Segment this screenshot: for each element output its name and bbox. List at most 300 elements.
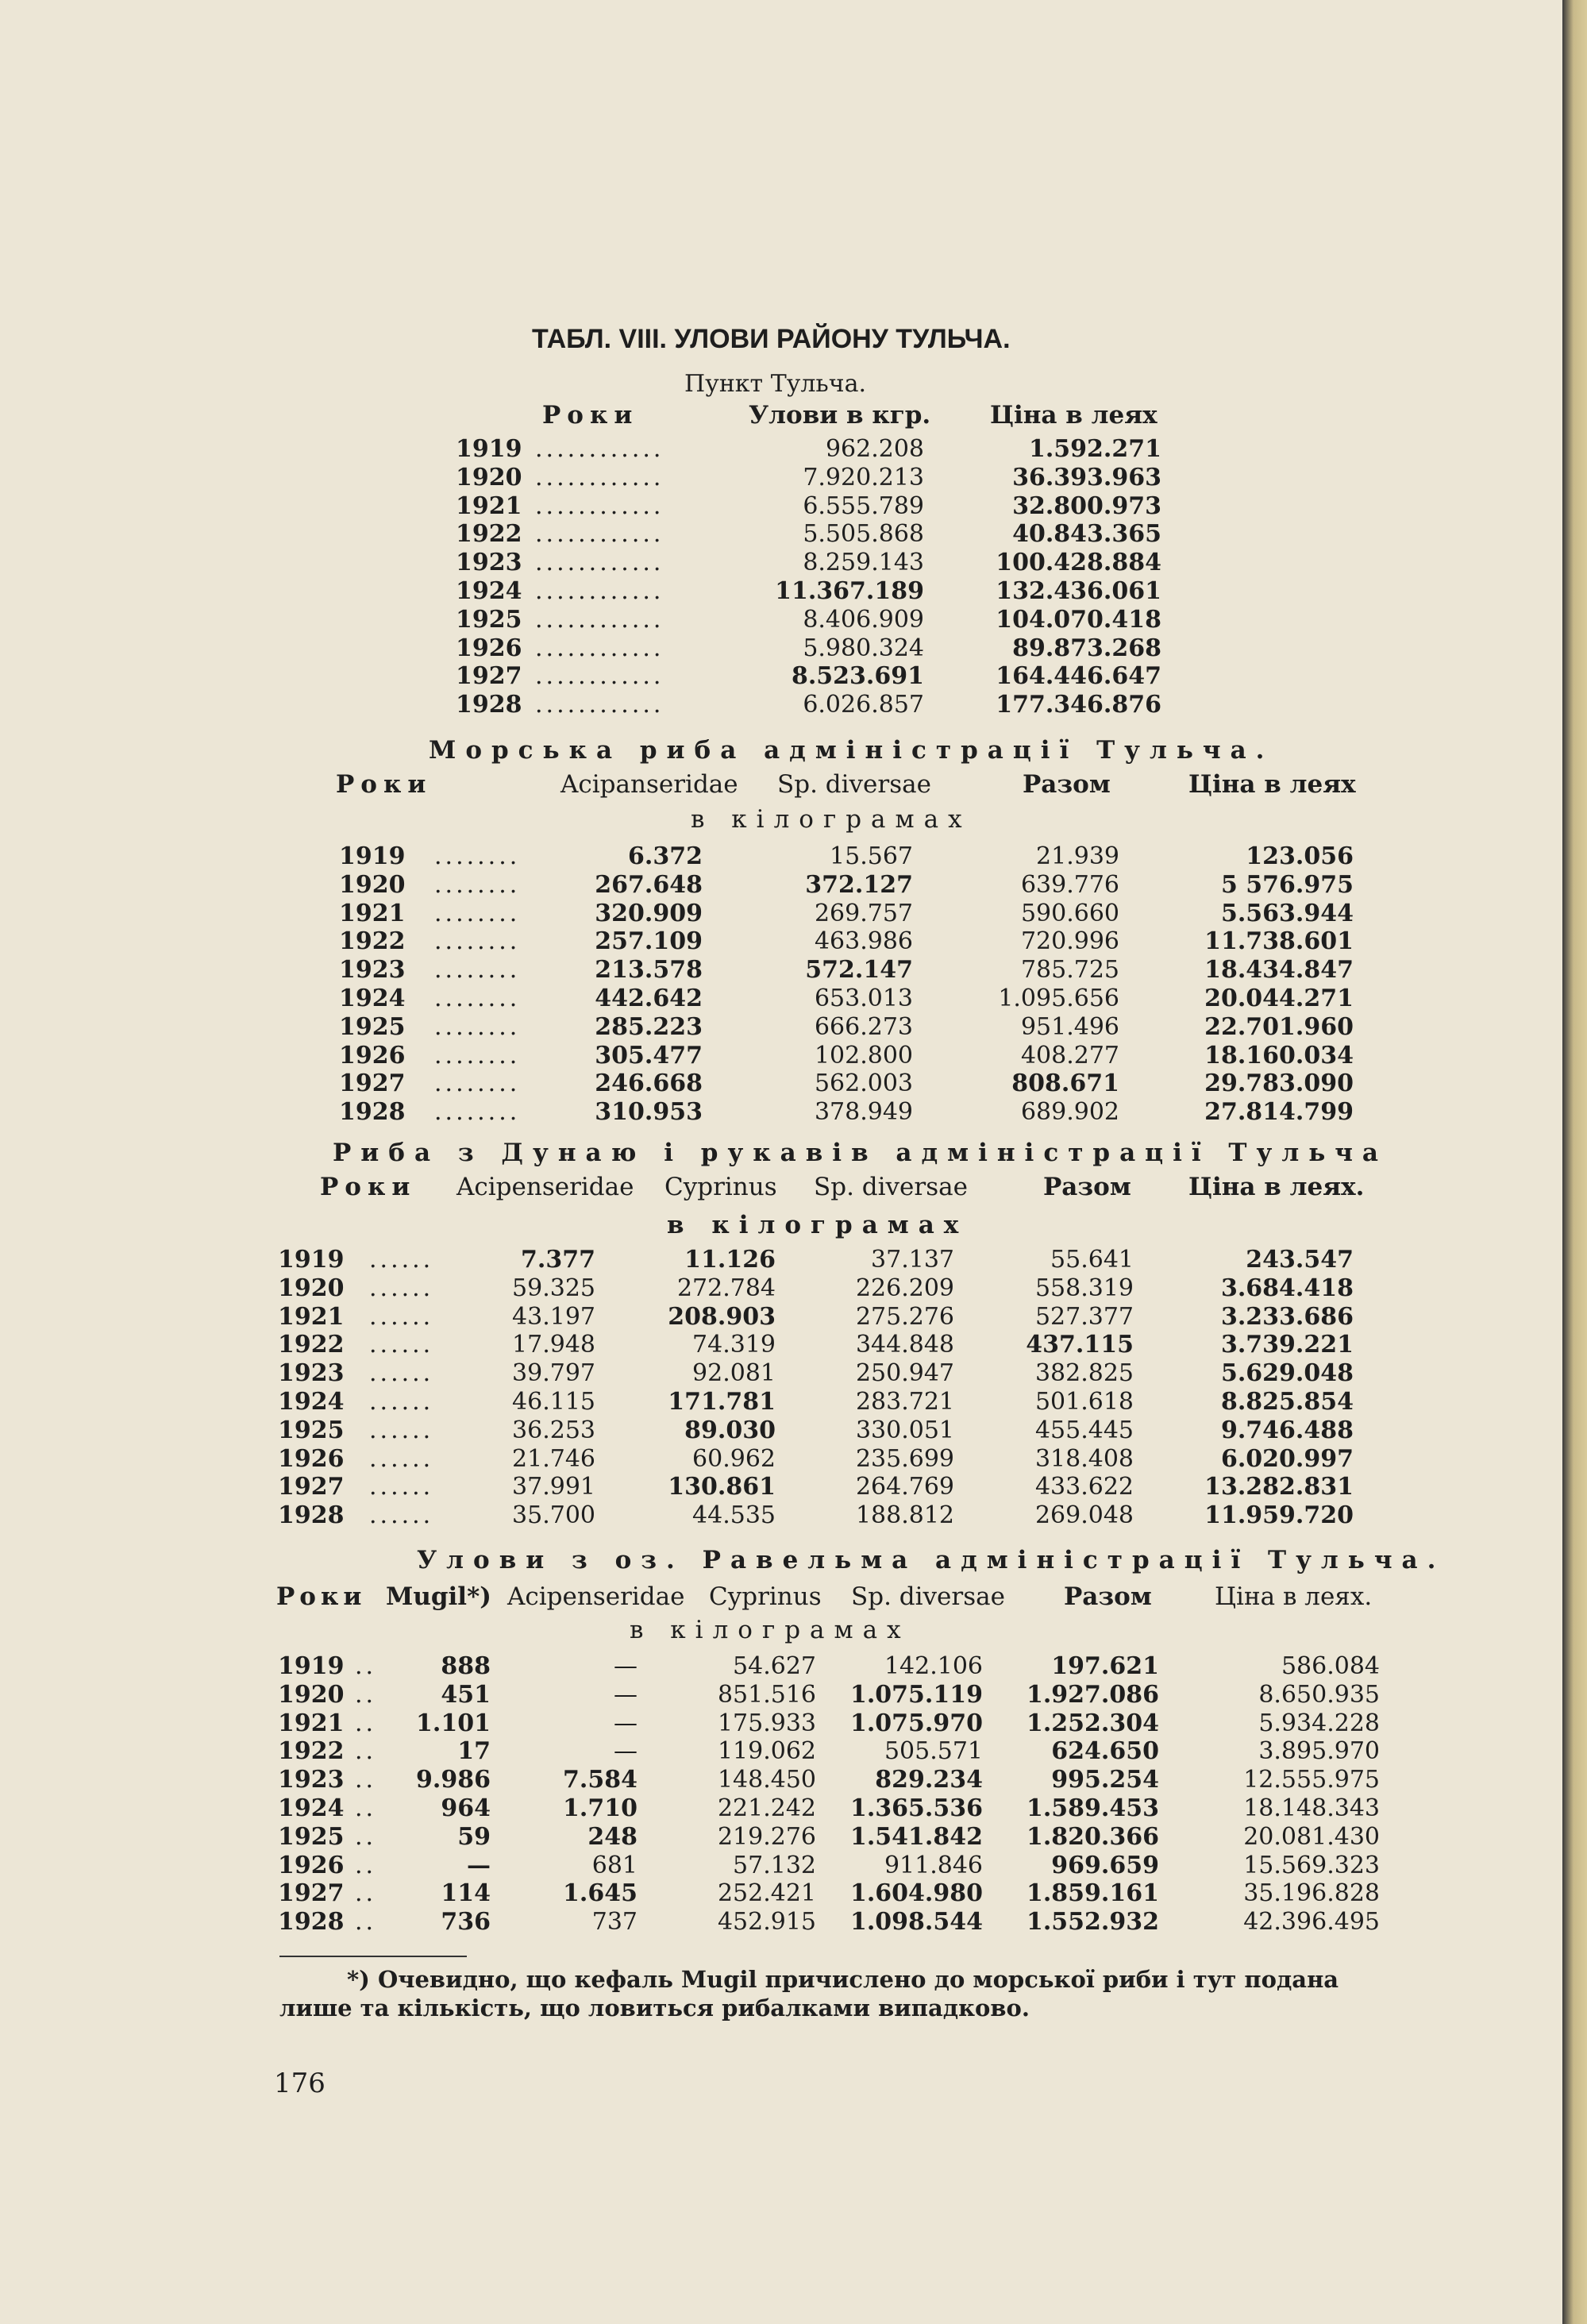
- table-row: [278, 1908, 1397, 1937]
- table3-header-total: Разом: [1043, 1173, 1131, 1201]
- table-row: [456, 634, 1397, 663]
- table2-header-years: Роки: [336, 770, 433, 799]
- table-row: [339, 900, 1397, 928]
- table2-header-price: Ціна в леях: [1188, 770, 1356, 799]
- row-cell: 42.396.495: [1243, 1908, 1380, 1937]
- row-year: 1922: [339, 927, 406, 956]
- row-cell: 57.132: [733, 1851, 816, 1879]
- row-cell: 851.516: [717, 1680, 816, 1709]
- row-leader-dots: ..: [355, 1794, 377, 1822]
- row-leader-dots: ......: [369, 1302, 434, 1331]
- row-leader-dots: ............: [535, 463, 664, 491]
- row-cell: 250.947: [855, 1359, 954, 1388]
- row-year: 1920: [278, 1680, 345, 1709]
- row-year: 1925: [278, 1416, 345, 1444]
- table-row: [456, 492, 1397, 521]
- row-cell: 89.030: [684, 1416, 776, 1444]
- table-row: [278, 1246, 1397, 1274]
- row-cell: 6.372: [628, 842, 703, 870]
- row-cell: 148.450: [717, 1766, 816, 1794]
- row-cell: 130.861: [668, 1473, 776, 1501]
- table4-header-price: Ціна в леях.: [1215, 1582, 1373, 1611]
- table4-header-cyprinus: Cyprinus: [709, 1582, 822, 1611]
- row-cell: 39.797: [512, 1359, 595, 1388]
- row-year: 1926: [278, 1851, 345, 1879]
- table-row: [278, 1709, 1397, 1738]
- row-cell: 283.721: [855, 1388, 954, 1416]
- table-row: [278, 1303, 1397, 1332]
- row-cell: 22.701.960: [1204, 1012, 1354, 1041]
- row-year: 1925: [278, 1822, 345, 1851]
- row-year: 1927: [456, 662, 522, 691]
- row-year: 1919: [278, 1246, 345, 1274]
- row-cell: 54.627: [733, 1652, 816, 1680]
- table-row: [278, 1331, 1397, 1359]
- row-cell: 5.629.048: [1220, 1359, 1354, 1388]
- row-cell: 689.902: [1020, 1098, 1119, 1127]
- table-row: [339, 956, 1397, 985]
- row-cell: 463.986: [814, 927, 913, 956]
- row-cell: 372.127: [805, 870, 913, 899]
- row-cell: 11.367.189: [775, 577, 924, 605]
- table-row: [278, 1359, 1397, 1388]
- row-year: 1928: [339, 1098, 406, 1127]
- row-cell: 320.909: [595, 899, 703, 927]
- row-cell: —: [614, 1680, 637, 1709]
- row-cell: 736: [441, 1908, 491, 1937]
- row-cell: 29.783.090: [1204, 1070, 1354, 1098]
- row-cell: 175.933: [717, 1709, 816, 1737]
- table-row: [278, 1473, 1397, 1501]
- table-row: [278, 1852, 1397, 1880]
- row-cell: 15.569.323: [1243, 1851, 1380, 1879]
- table2-header-acipanseridae: Acipanseridae: [560, 770, 738, 799]
- row-cell: 5.934.228: [1258, 1709, 1380, 1737]
- row-cell: 1.604.980: [849, 1879, 983, 1908]
- table-row: [339, 871, 1397, 900]
- row-cell: 36.253: [512, 1416, 595, 1444]
- row-year: 1927: [339, 1070, 406, 1098]
- row-year: 1920: [278, 1274, 345, 1302]
- row-cell: 40.843.365: [1012, 520, 1161, 549]
- row-cell: 737: [591, 1908, 637, 1937]
- table-title: ТАБЛ. VIII. УЛОВИ РАЙОНУ ТУЛЬЧА.: [532, 324, 1011, 354]
- row-cell: 11.959.720: [1204, 1501, 1354, 1530]
- row-cell: 43.197: [512, 1302, 595, 1331]
- row-cell: 171.781: [668, 1388, 776, 1416]
- row-cell: 219.276: [717, 1822, 816, 1851]
- row-leader-dots: ............: [535, 691, 664, 719]
- table-row: [456, 662, 1397, 691]
- row-cell: 89.873.268: [1012, 634, 1161, 662]
- table1-header-price: Ціна в леях: [990, 401, 1158, 430]
- row-cell: 6.026.857: [803, 691, 924, 719]
- row-cell: 257.109: [595, 927, 703, 956]
- row-cell: 1.859.161: [1026, 1879, 1159, 1908]
- row-year: 1926: [339, 1041, 406, 1070]
- row-year: 1925: [339, 1012, 406, 1041]
- row-cell: 74.319: [692, 1331, 776, 1359]
- row-cell: 272.784: [676, 1274, 776, 1302]
- row-cell: 344.848: [855, 1331, 954, 1359]
- row-leader-dots: ........: [434, 870, 521, 899]
- table-row: [456, 520, 1397, 549]
- row-cell: 8.259.143: [803, 549, 924, 577]
- row-cell: 269.048: [1034, 1501, 1134, 1530]
- row-cell: 18.434.847: [1204, 956, 1354, 985]
- row-cell: 785.725: [1020, 956, 1119, 985]
- row-leader-dots: ..: [355, 1737, 377, 1766]
- row-leader-dots: ..: [355, 1879, 377, 1908]
- row-leader-dots: ........: [434, 1098, 521, 1127]
- row-leader-dots: ..: [355, 1908, 377, 1937]
- row-cell: 1.098.544: [849, 1908, 983, 1937]
- table-row: [278, 1388, 1397, 1416]
- row-cell: 44.535: [692, 1501, 776, 1530]
- row-cell: 114: [441, 1879, 491, 1908]
- table-row: [339, 1042, 1397, 1070]
- table3-header-sp-diversae: Sp. diversae: [814, 1173, 968, 1201]
- table-row: [456, 606, 1397, 634]
- row-cell: 1.252.304: [1026, 1709, 1159, 1737]
- row-cell: 17.948: [512, 1331, 595, 1359]
- row-cell: 3.233.686: [1220, 1302, 1354, 1331]
- row-cell: —: [614, 1652, 637, 1680]
- row-cell: 8.406.909: [803, 605, 924, 634]
- row-cell: 558.319: [1034, 1274, 1134, 1302]
- row-cell: 35.196.828: [1243, 1879, 1380, 1908]
- row-cell: 720.996: [1020, 927, 1119, 956]
- row-cell: 501.618: [1034, 1388, 1134, 1416]
- row-cell: 1.710: [563, 1794, 637, 1822]
- page-number: 176: [274, 2068, 325, 2099]
- page-edge-shadow: [1562, 0, 1587, 2324]
- row-cell: 951.496: [1020, 1012, 1119, 1041]
- table-row: [278, 1416, 1397, 1445]
- row-cell: 275.276: [855, 1302, 954, 1331]
- row-cell: 1.589.453: [1026, 1794, 1159, 1822]
- row-year: 1927: [278, 1473, 345, 1501]
- row-cell: 318.408: [1034, 1444, 1134, 1473]
- table-row: [339, 1098, 1397, 1127]
- table3-header-acipenseridae: Acipenseridae: [456, 1173, 634, 1201]
- row-cell: 285.223: [595, 1012, 703, 1041]
- row-leader-dots: ......: [369, 1359, 434, 1388]
- row-cell: 246.668: [595, 1070, 703, 1098]
- row-cell: 911.846: [884, 1851, 983, 1879]
- row-year: 1921: [456, 491, 522, 520]
- row-cell: 505.571: [884, 1737, 983, 1766]
- row-cell: 32.800.973: [1012, 491, 1161, 520]
- row-cell: 6.020.997: [1220, 1444, 1354, 1473]
- row-cell: 452.915: [717, 1908, 816, 1937]
- row-cell: 1.365.536: [849, 1794, 983, 1822]
- row-cell: 455.445: [1034, 1416, 1134, 1444]
- table4-header-mugil: Mugil*): [386, 1582, 491, 1611]
- table-row: [339, 985, 1397, 1013]
- row-cell: 11.126: [684, 1246, 776, 1274]
- row-year: 1926: [278, 1444, 345, 1473]
- row-leader-dots: ......: [369, 1444, 434, 1473]
- row-cell: 21.939: [1036, 842, 1119, 870]
- row-year: 1926: [456, 634, 522, 662]
- row-cell: 3.739.221: [1220, 1331, 1354, 1359]
- table2-unit: в кілограмах: [691, 805, 972, 834]
- row-cell: 252.421: [717, 1879, 816, 1908]
- row-cell: 102.800: [814, 1041, 913, 1070]
- row-cell: 35.700: [512, 1501, 595, 1530]
- row-year: 1923: [456, 549, 522, 577]
- row-cell: 37.991: [512, 1473, 595, 1501]
- row-year: 1924: [278, 1794, 345, 1822]
- row-year: 1927: [278, 1879, 345, 1908]
- row-year: 1919: [278, 1652, 345, 1680]
- table3-header-price: Ціна в леях.: [1188, 1173, 1365, 1201]
- table2-subtitle: Морська риба адміністрації Тульча.: [429, 736, 1274, 765]
- row-cell: 653.013: [814, 985, 913, 1012]
- row-cell: 562.003: [814, 1070, 913, 1098]
- row-leader-dots: ......: [369, 1473, 434, 1501]
- row-year: 1928: [456, 691, 522, 719]
- row-leader-dots: ......: [369, 1388, 434, 1416]
- row-cell: 5.505.868: [803, 520, 924, 549]
- table-row: [278, 1737, 1397, 1766]
- row-cell: 243.547: [1246, 1246, 1354, 1274]
- row-year: 1921: [278, 1709, 345, 1737]
- row-cell: 226.209: [855, 1274, 954, 1302]
- row-cell: 92.081: [692, 1359, 776, 1388]
- row-cell: 213.578: [595, 956, 703, 985]
- row-cell: 59: [457, 1822, 491, 1851]
- row-leader-dots: ............: [535, 549, 664, 577]
- row-cell: 1.541.842: [849, 1822, 983, 1851]
- row-leader-dots: ........: [434, 1070, 521, 1098]
- row-cell: 20.081.430: [1243, 1822, 1380, 1851]
- row-cell: 681: [591, 1851, 637, 1879]
- row-leader-dots: ........: [434, 985, 521, 1012]
- table-row: [278, 1501, 1397, 1530]
- row-cell: 962.208: [825, 435, 924, 463]
- row-cell: 3.684.418: [1220, 1274, 1354, 1302]
- row-cell: 408.277: [1020, 1041, 1119, 1070]
- row-cell: 5 576.975: [1220, 870, 1354, 899]
- row-leader-dots: ........: [434, 842, 521, 870]
- row-cell: 1.645: [563, 1879, 637, 1908]
- row-cell: 9.746.488: [1220, 1416, 1354, 1444]
- row-cell: 527.377: [1034, 1302, 1134, 1331]
- table3-header-cyprinus: Cyprinus: [664, 1173, 777, 1201]
- row-cell: 177.346.876: [996, 691, 1161, 719]
- row-cell: 5.980.324: [803, 634, 924, 662]
- row-cell: 13.282.831: [1204, 1473, 1354, 1501]
- row-leader-dots: ..: [355, 1851, 377, 1879]
- row-cell: 267.648: [595, 870, 703, 899]
- row-year: 1920: [339, 870, 406, 899]
- row-cell: 808.671: [1011, 1070, 1119, 1098]
- row-cell: 1.075.119: [849, 1680, 983, 1709]
- row-cell: 330.051: [855, 1416, 954, 1444]
- table4-header-acipenseridae: Acipenseridae: [507, 1582, 685, 1611]
- row-cell: 1.095.656: [998, 985, 1119, 1012]
- row-cell: 12.555.975: [1243, 1766, 1380, 1794]
- row-cell: —: [614, 1709, 637, 1737]
- row-cell: 6.555.789: [803, 491, 924, 520]
- table1-header-years: Роки: [542, 401, 639, 430]
- row-cell: 164.446.647: [996, 662, 1161, 691]
- row-cell: 7.920.213: [803, 463, 924, 491]
- row-cell: 264.769: [855, 1473, 954, 1501]
- row-leader-dots: ..: [355, 1709, 377, 1737]
- row-cell: 590.660: [1020, 899, 1119, 927]
- row-cell: 248: [587, 1822, 637, 1851]
- row-cell: 197.621: [1051, 1652, 1159, 1680]
- footnote: *) Очевидно, що кефаль Mugil причислено до морської риби і тут подана лише та кількість, що ловиться рибалками випадково.: [279, 1966, 1339, 2021]
- row-cell: 8.650.935: [1258, 1680, 1380, 1709]
- table-row: [278, 1879, 1397, 1908]
- row-cell: 8.825.854: [1220, 1388, 1354, 1416]
- row-cell: 829.234: [875, 1766, 983, 1794]
- row-leader-dots: ..: [355, 1652, 377, 1680]
- row-cell: 269.757: [814, 899, 913, 927]
- table-row: [339, 842, 1397, 871]
- row-cell: 18.160.034: [1204, 1041, 1354, 1070]
- row-cell: 17: [457, 1737, 491, 1766]
- row-cell: 305.477: [595, 1041, 703, 1070]
- row-leader-dots: ............: [535, 662, 664, 691]
- row-year: 1925: [456, 605, 522, 634]
- row-year: 1924: [456, 577, 522, 605]
- row-cell: 433.622: [1034, 1473, 1134, 1501]
- row-leader-dots: ............: [535, 634, 664, 662]
- row-leader-dots: ..: [355, 1822, 377, 1851]
- row-year: 1922: [278, 1737, 345, 1766]
- row-year: 1920: [456, 463, 522, 491]
- row-leader-dots: ......: [369, 1331, 434, 1359]
- row-cell: 208.903: [668, 1302, 776, 1331]
- table-row: [456, 691, 1397, 719]
- row-cell: 7.584: [563, 1766, 637, 1794]
- table-row: [456, 435, 1397, 464]
- row-year: 1922: [278, 1331, 345, 1359]
- table-row: [456, 549, 1397, 577]
- row-cell: 15.567: [830, 842, 913, 870]
- row-cell: 37.137: [871, 1246, 954, 1274]
- row-year: 1921: [278, 1302, 345, 1331]
- row-year: 1924: [339, 985, 406, 1012]
- row-year: 1919: [456, 435, 522, 463]
- row-cell: 235.699: [855, 1444, 954, 1473]
- row-year: 1928: [278, 1501, 345, 1530]
- table3-unit: в кілограмах: [667, 1211, 969, 1239]
- row-cell: 1.075.970: [849, 1709, 983, 1737]
- table-row: [278, 1652, 1397, 1681]
- row-leader-dots: ..: [355, 1680, 377, 1709]
- row-cell: 142.106: [884, 1652, 983, 1680]
- row-year: 1928: [278, 1908, 345, 1937]
- table4-header-total: Разом: [1064, 1582, 1152, 1611]
- row-leader-dots: ............: [535, 435, 664, 463]
- table-row: [278, 1823, 1397, 1852]
- row-cell: 221.242: [717, 1794, 816, 1822]
- table-row: [278, 1681, 1397, 1709]
- row-cell: 1.101: [416, 1709, 491, 1737]
- row-cell: 123.056: [1246, 842, 1354, 870]
- table2-header-total: Разом: [1023, 770, 1111, 799]
- row-cell: 586.084: [1281, 1652, 1380, 1680]
- row-cell: 188.812: [855, 1501, 954, 1530]
- row-year: 1921: [339, 899, 406, 927]
- row-cell: 969.659: [1051, 1851, 1159, 1879]
- row-year: 1923: [278, 1766, 345, 1794]
- table4-header-sp-diversae: Sp. diversae: [851, 1582, 1005, 1611]
- row-cell: 59.325: [512, 1274, 595, 1302]
- row-leader-dots: ........: [434, 1041, 521, 1070]
- row-cell: 132.436.061: [996, 577, 1161, 605]
- table-row: [278, 1766, 1397, 1794]
- table-row: [456, 577, 1397, 606]
- table-row: [339, 927, 1397, 956]
- row-cell: 7.377: [521, 1246, 595, 1274]
- row-leader-dots: ......: [369, 1501, 434, 1530]
- row-cell: —: [614, 1737, 637, 1766]
- row-cell: 624.650: [1051, 1737, 1159, 1766]
- table4-unit: в кілограмах: [630, 1616, 911, 1644]
- row-cell: 1.820.366: [1026, 1822, 1159, 1851]
- row-cell: 20.044.271: [1204, 985, 1354, 1012]
- row-cell: 378.949: [814, 1098, 913, 1127]
- table3-header-years: Роки: [320, 1173, 417, 1201]
- row-cell: 888: [441, 1652, 491, 1680]
- row-cell: 1.552.932: [1026, 1908, 1159, 1937]
- row-cell: 639.776: [1020, 870, 1119, 899]
- row-cell: 100.428.884: [996, 549, 1161, 577]
- row-leader-dots: ......: [369, 1246, 434, 1274]
- row-leader-dots: ............: [535, 577, 664, 605]
- row-year: 1923: [278, 1359, 345, 1388]
- row-leader-dots: ..: [355, 1766, 377, 1794]
- table-row: [456, 464, 1397, 492]
- row-cell: 3.895.970: [1258, 1737, 1380, 1766]
- row-cell: 964: [441, 1794, 491, 1822]
- row-leader-dots: ............: [535, 605, 664, 634]
- row-cell: 9.986: [416, 1766, 491, 1794]
- row-cell: 36.393.963: [1012, 463, 1161, 491]
- table3-subtitle: Риба з Дунаю і рукавів адміністрації Тульча: [333, 1139, 1389, 1167]
- table1-header-catch: Улови в кгр.: [749, 401, 931, 430]
- row-leader-dots: ........: [434, 1012, 521, 1041]
- row-cell: 5.563.944: [1220, 899, 1354, 927]
- row-year: 1919: [339, 842, 406, 870]
- row-cell: 310.953: [595, 1098, 703, 1127]
- row-cell: 27.814.799: [1204, 1098, 1354, 1127]
- row-cell: 18.148.343: [1243, 1794, 1380, 1822]
- row-year: 1922: [456, 520, 522, 549]
- row-leader-dots: ........: [434, 956, 521, 985]
- row-cell: 104.070.418: [996, 605, 1161, 634]
- row-cell: 451: [441, 1680, 491, 1709]
- row-cell: 666.273: [814, 1012, 913, 1041]
- table4-subtitle: Улови з оз. Равельма адміністрації Тульча.: [417, 1546, 1446, 1574]
- row-cell: 442.642: [595, 985, 703, 1012]
- row-cell: 55.641: [1050, 1246, 1134, 1274]
- row-cell: 437.115: [1026, 1331, 1134, 1359]
- row-year: 1923: [339, 956, 406, 985]
- row-cell: 21.746: [512, 1444, 595, 1473]
- row-leader-dots: ........: [434, 899, 521, 927]
- row-cell: 119.062: [717, 1737, 816, 1766]
- table-row: [339, 1070, 1397, 1098]
- table1-subtitle: Пункт Тульча.: [684, 370, 866, 398]
